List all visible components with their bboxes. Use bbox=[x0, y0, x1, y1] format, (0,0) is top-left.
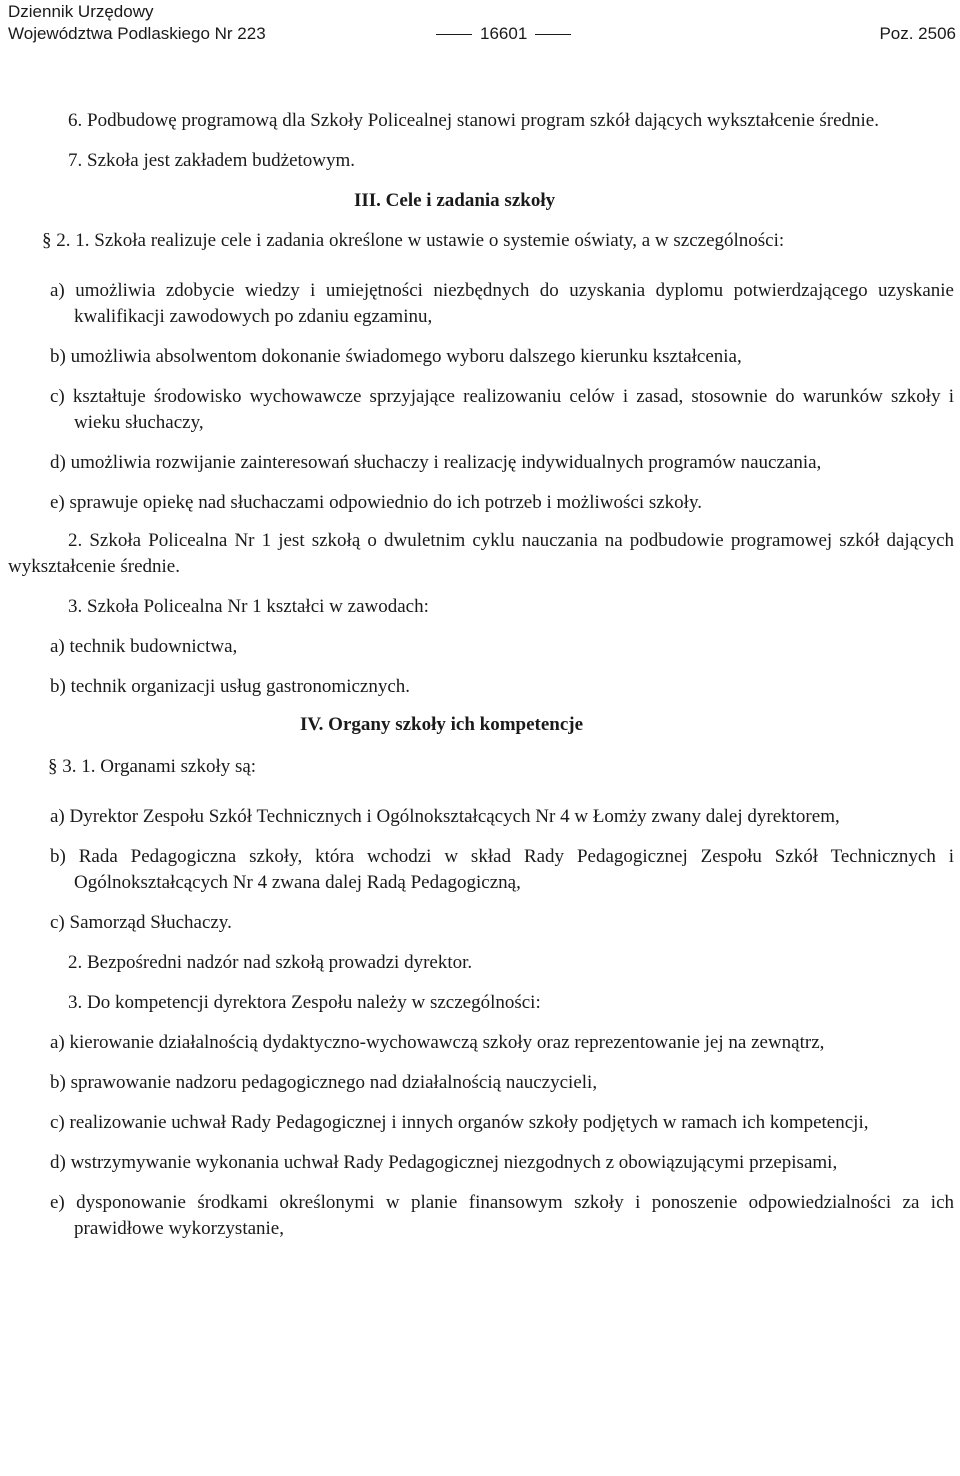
journal-title: Dziennik Urzędowy bbox=[8, 2, 154, 21]
list-item: c) Samorząd Słuchaczy. bbox=[50, 912, 232, 933]
list-item: b) umożliwia absolwentom dokonanie świadomego wyboru dalszego kierunku kształcenia, bbox=[50, 346, 742, 367]
list-item: e) sprawuje opiekę nad słuchaczami odpowiednio do ich potrzeb i możliwości szkoły. bbox=[50, 492, 702, 513]
list-item: b) Rada Pedagogiczna szkoły, która wchodzi w skład Rady Pedagogicznej Zespołu Szkół Technicznych i Ogólnokształcących Nr 4 zwana dalej Radą Pedagogiczną, bbox=[50, 846, 954, 893]
paragraph-6: 6. Podbudowę programową dla Szkoły Policealnej stanowi program szkół dających wykształcenie średnie. bbox=[68, 110, 879, 131]
paragraph-7: 7. Szkoła jest zakładem budżetowym. bbox=[68, 150, 356, 171]
page-number: 16601 bbox=[480, 24, 528, 43]
paragraph-3-2: 2. Bezpośredni nadzór nad szkołą prowadzi dyrektor. bbox=[68, 952, 473, 973]
section-title-iii: III. Cele i zadania szkoły bbox=[354, 190, 556, 211]
journal-subtitle: Województwa Podlaskiego Nr 223 bbox=[8, 24, 266, 43]
paragraph-2-3: 3. Szkoła Policealna Nr 1 kształci w zawodach: bbox=[68, 596, 429, 617]
page-number-block bbox=[428, 24, 579, 44]
list-item: b) sprawowanie nadzoru pedagogicznego nad działalnością nauczycieli, bbox=[50, 1072, 598, 1093]
list-item: b) technik organizacji usług gastronomicznych. bbox=[50, 676, 411, 697]
list-item: a) technik budownictwa, bbox=[50, 636, 238, 657]
dash-left bbox=[436, 34, 472, 35]
list-item: c) kształtuje środowisko wychowawcze sprzyjające realizowaniu celów i zasad, stosownie do warunków szkoły i wieku słuchaczy, bbox=[50, 386, 954, 433]
paragraph-3-1: § 3. 1. Organami szkoły są: bbox=[48, 756, 257, 777]
list-item: a) Dyrektor Zespołu Szkół Technicznych i Ogólnokształcących Nr 4 w Łomży zwany dalej dyrektorem, bbox=[50, 806, 840, 827]
running-header bbox=[8, 24, 956, 44]
list-item: d) umożliwia rozwijanie zainteresowań słuchaczy i realizację indywidualnych programów nauczania, bbox=[50, 452, 822, 473]
paragraph-2-1: § 2. 1. Szkoła realizuje cele i zadania określone w ustawie o systemie oświaty, a w szczególności: bbox=[42, 230, 785, 251]
list-item: a) kierowanie działalnością dydaktyczno-wychowawczą szkoły oraz reprezentowanie jej na zewnątrz, bbox=[50, 1032, 825, 1053]
dash-right bbox=[535, 34, 571, 35]
paragraph-2-2: 2. Szkoła Policealna Nr 1 jest szkołą o dwuletnim cyklu nauczania na podbudowie programowej szkół dających wykształcenie średnie. bbox=[8, 530, 954, 577]
list-item: a) umożliwia zdobycie wiedzy i umiejętności niezbędnych do uzyskania dyplomu potwierdzającego uzyskanie kwalifikacji zawodowych po zdaniu egzaminu, bbox=[50, 280, 954, 327]
paragraph-3-3: 3. Do kompetencji dyrektora Zespołu należy w szczególności: bbox=[68, 992, 541, 1013]
section-title-iv: IV. Organy szkoły ich kompetencje bbox=[300, 714, 584, 735]
position-number: Poz. 2506 bbox=[879, 24, 956, 43]
list-item: d) wstrzymywanie wykonania uchwał Rady Pedagogicznej niezgodnych z obowiązującymi przepisami, bbox=[50, 1152, 838, 1173]
list-item: c) realizowanie uchwał Rady Pedagogicznej i innych organów szkoły podjętych w ramach ich kompetencji, bbox=[50, 1112, 869, 1133]
document-body bbox=[8, 108, 954, 1242]
list-item: e) dysponowanie środkami określonymi w planie finansowym szkoły i ponoszenie odpowiedzialności za ich prawidłowe wykorzystanie, bbox=[50, 1192, 954, 1239]
